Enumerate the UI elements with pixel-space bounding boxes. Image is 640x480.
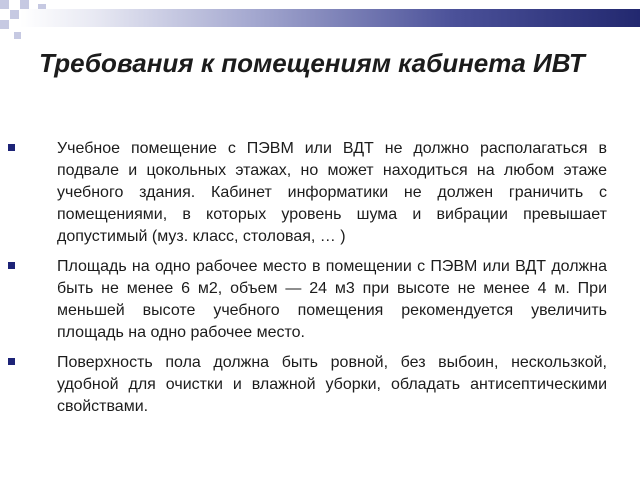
decorative-square: [0, 20, 9, 29]
square-bullet-icon: [8, 144, 15, 151]
decorative-square: [0, 0, 9, 9]
bullet-text: Площадь на одно рабочее место в помещении с ПЭВМ или ВДТ должна быть не менее 6 м2, объем — 24 м3 при высоте не менее 4 м. При меньшей высоте учебного помещения рекомендуется увеличить площадь на одно рабочее место.: [57, 258, 607, 341]
decorative-square: [20, 0, 29, 9]
decorative-gradient-bar: [20, 9, 640, 27]
bullet-text: Поверхность пола должна быть ровной, без выбоин, нескользкой, удобной для очистки и влажной уборки, обладать антисептическими свойствами.: [57, 354, 607, 415]
slide-title: Требования к помещениям кабинета ИВТ: [39, 48, 585, 78]
bullet-list: [0, 138, 640, 426]
square-bullet-icon: [8, 358, 15, 365]
list-item: [0, 352, 640, 418]
square-bullet-icon: [8, 262, 15, 269]
list-item: [0, 256, 640, 344]
list-item: [0, 138, 640, 248]
decorative-square: [10, 10, 19, 19]
decorative-header-band: [0, 0, 640, 32]
bullet-text: Учебное помещение с ПЭВМ или ВДТ не должно располагаться в подвале и цокольных этажах, но может находиться на любом этаже учебного здания. Кабинет информатики не должен граничить с помещениями, в которых уровень шума и вибрации превышает допустимый (муз. класс, столовая, … ): [57, 140, 607, 245]
decorative-square: [14, 32, 21, 39]
